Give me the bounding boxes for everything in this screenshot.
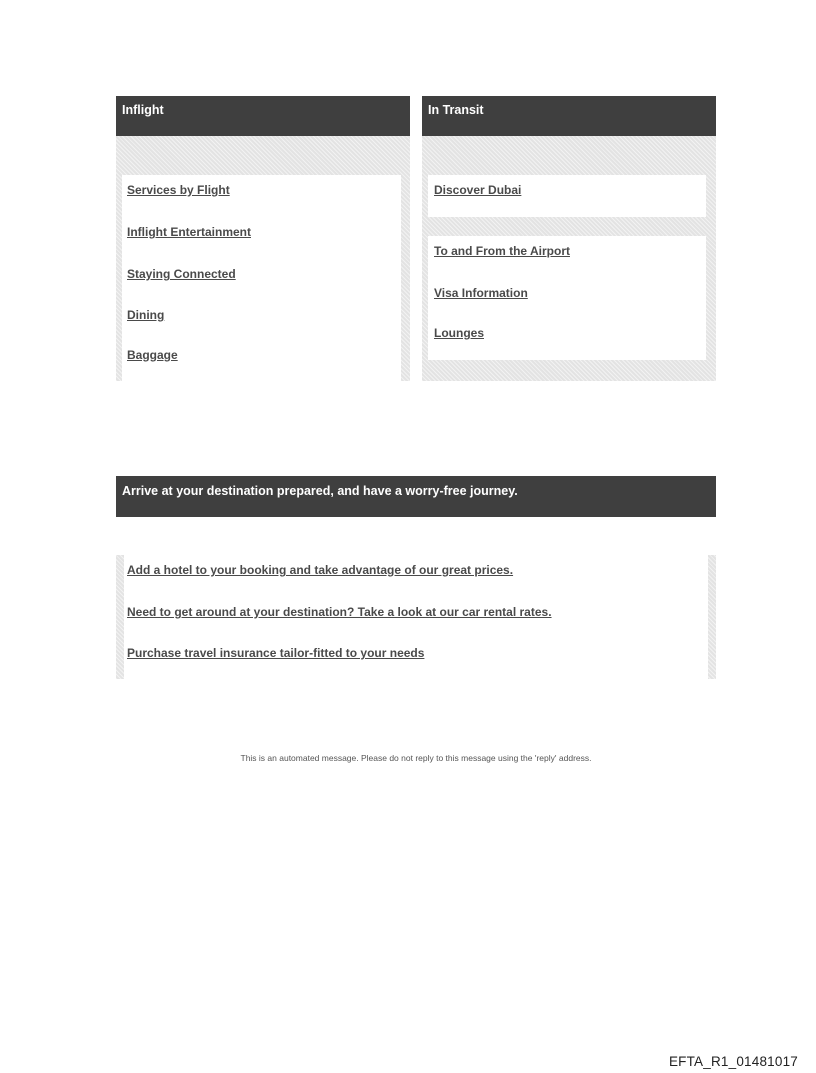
offers-links-box <box>124 555 708 679</box>
link-dining[interactable]: Dining <box>127 308 165 322</box>
discover-dubai-box <box>428 175 706 217</box>
inflight-header: Inflight <box>116 96 410 136</box>
link-inflight-entertainment[interactable]: Inflight Entertainment <box>127 225 251 239</box>
inflight-body <box>116 136 410 381</box>
offers-box <box>116 555 716 679</box>
inflight-links-box <box>122 175 401 381</box>
link-discover-dubai[interactable]: Discover Dubai <box>434 183 522 197</box>
in-transit-body <box>422 136 716 381</box>
link-staying-connected[interactable]: Staying Connected <box>127 267 236 281</box>
journey-banner: Arrive at your destination prepared, and have a worry-free journey. <box>116 476 716 517</box>
in-transit-header: In Transit <box>422 96 716 136</box>
link-lounges[interactable]: Lounges <box>434 326 484 340</box>
inflight-panel <box>116 96 410 381</box>
link-to-and-from-airport[interactable]: To and From the Airport <box>434 244 570 258</box>
automated-message-note: This is an automated message. Please do not reply to this message using the 'reply' address. <box>240 753 592 763</box>
link-services-by-flight[interactable]: Services by Flight <box>127 183 230 197</box>
link-add-hotel[interactable]: Add a hotel to your booking and take advantage of our great prices. <box>127 563 514 577</box>
link-visa-information[interactable]: Visa Information <box>434 286 528 300</box>
link-car-rental[interactable]: Need to get around at your destination? Take a look at our car rental rates. <box>127 605 552 619</box>
document-id: EFTA_R1_01481017 <box>668 1054 798 1069</box>
in-transit-panel <box>422 96 716 381</box>
link-travel-insurance[interactable]: Purchase travel insurance tailor-fitted to your needs <box>127 646 425 660</box>
link-baggage[interactable]: Baggage <box>127 348 178 362</box>
transit-links-box <box>428 236 706 360</box>
